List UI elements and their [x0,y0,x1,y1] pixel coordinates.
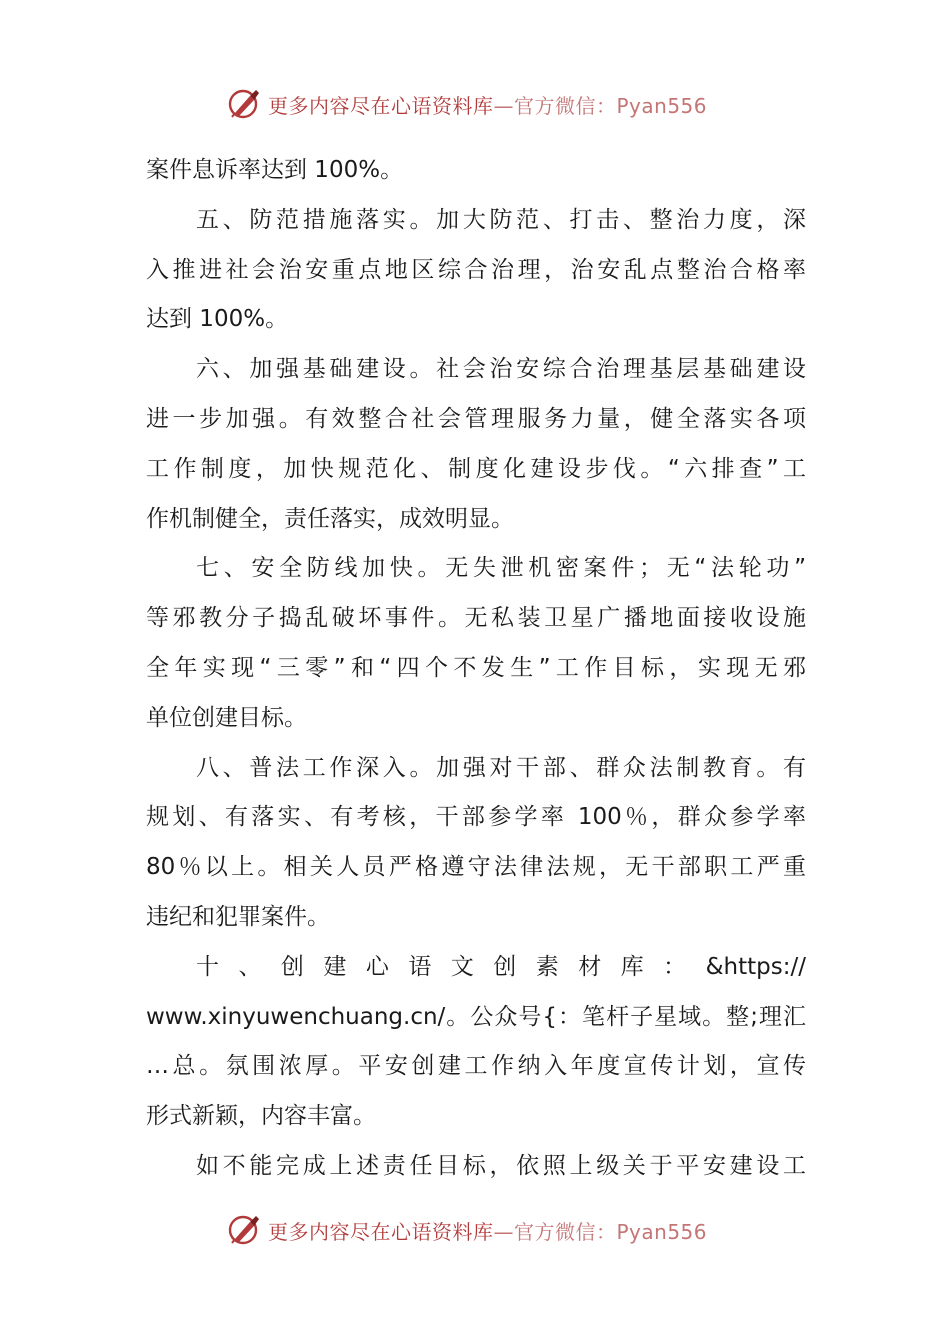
text-line: 五、防范措施落实。加大防范、打击、整治力度，深 [196,206,806,233]
header-brand: 更多内容尽在心语资料库 [268,93,494,118]
text-line: 等邪教分子捣乱破坏事件。无私装卫星广播地面接收设施 [146,605,806,632]
text-line: 案件息诉率达到 100%。 [146,157,404,183]
text-line: 十 、 创 建 心 语 文 创 素 材 库 ： &https:// [196,953,806,980]
text-line: 六、加强基础建设。社会治安综合治理基层基础建设 [196,356,806,383]
text-line: 入推进社会治安重点地区综合治理，治安乱点整治合格率 [146,256,806,283]
text-line: 单位创建目标。 [146,704,307,731]
header-banner [226,84,746,124]
text-line: 八、普法工作深入。加强对干部、群众法制教育。有 [196,754,806,781]
footer-banner [226,1210,746,1250]
text-line: 达到 100%。 [146,306,289,333]
text-line: 全年实现“三零”和“四个不发生”工作目标，实现无邪 [146,654,806,681]
text-line: 如不能完成上述责任目标，依照上级关于平安建设工 [196,1152,806,1179]
footer-banner-text [268,1216,707,1245]
text-line: 80％以上。相关人员严格遵守法律法规，无干部职工严重 [146,854,806,881]
footer-contact: —官方微信：Pyan556 [493,1219,708,1244]
text-line: 七、安全防线加快。无失泄机密案件；无“法轮功” [196,555,806,582]
body-text [146,146,806,1192]
text-line: …总。氛围浓厚。平安创建工作纳入年度宣传计划，宣传 [146,1053,806,1080]
text-line: 作机制健全，责任落实，成效明显。 [146,505,514,532]
footer-brand: 更多内容尽在心语资料库 [268,1219,494,1244]
text-line: 形式新颖，内容丰富。 [146,1103,376,1130]
text-line: www.xinyuwenchuang.cn/。公众号{：笔杆子星域。整;理汇 [146,1003,806,1030]
text-line: 进一步加强。有效整合社会管理服务力量，健全落实各项 [146,405,806,432]
text-line: 工作制度，加快规范化、制度化建设步伐。“六排查”工 [146,455,806,482]
header-contact: —官方微信：Pyan556 [493,93,708,118]
pen-nib-logo-icon [226,1212,262,1248]
pen-nib-logo-icon [226,86,262,122]
text-line: 规划、有落实、有考核，干部参学率 100％，群众参学率 [146,804,806,831]
header-banner-text [268,90,707,119]
text-line: 违纪和犯罪案件。 [146,903,330,930]
